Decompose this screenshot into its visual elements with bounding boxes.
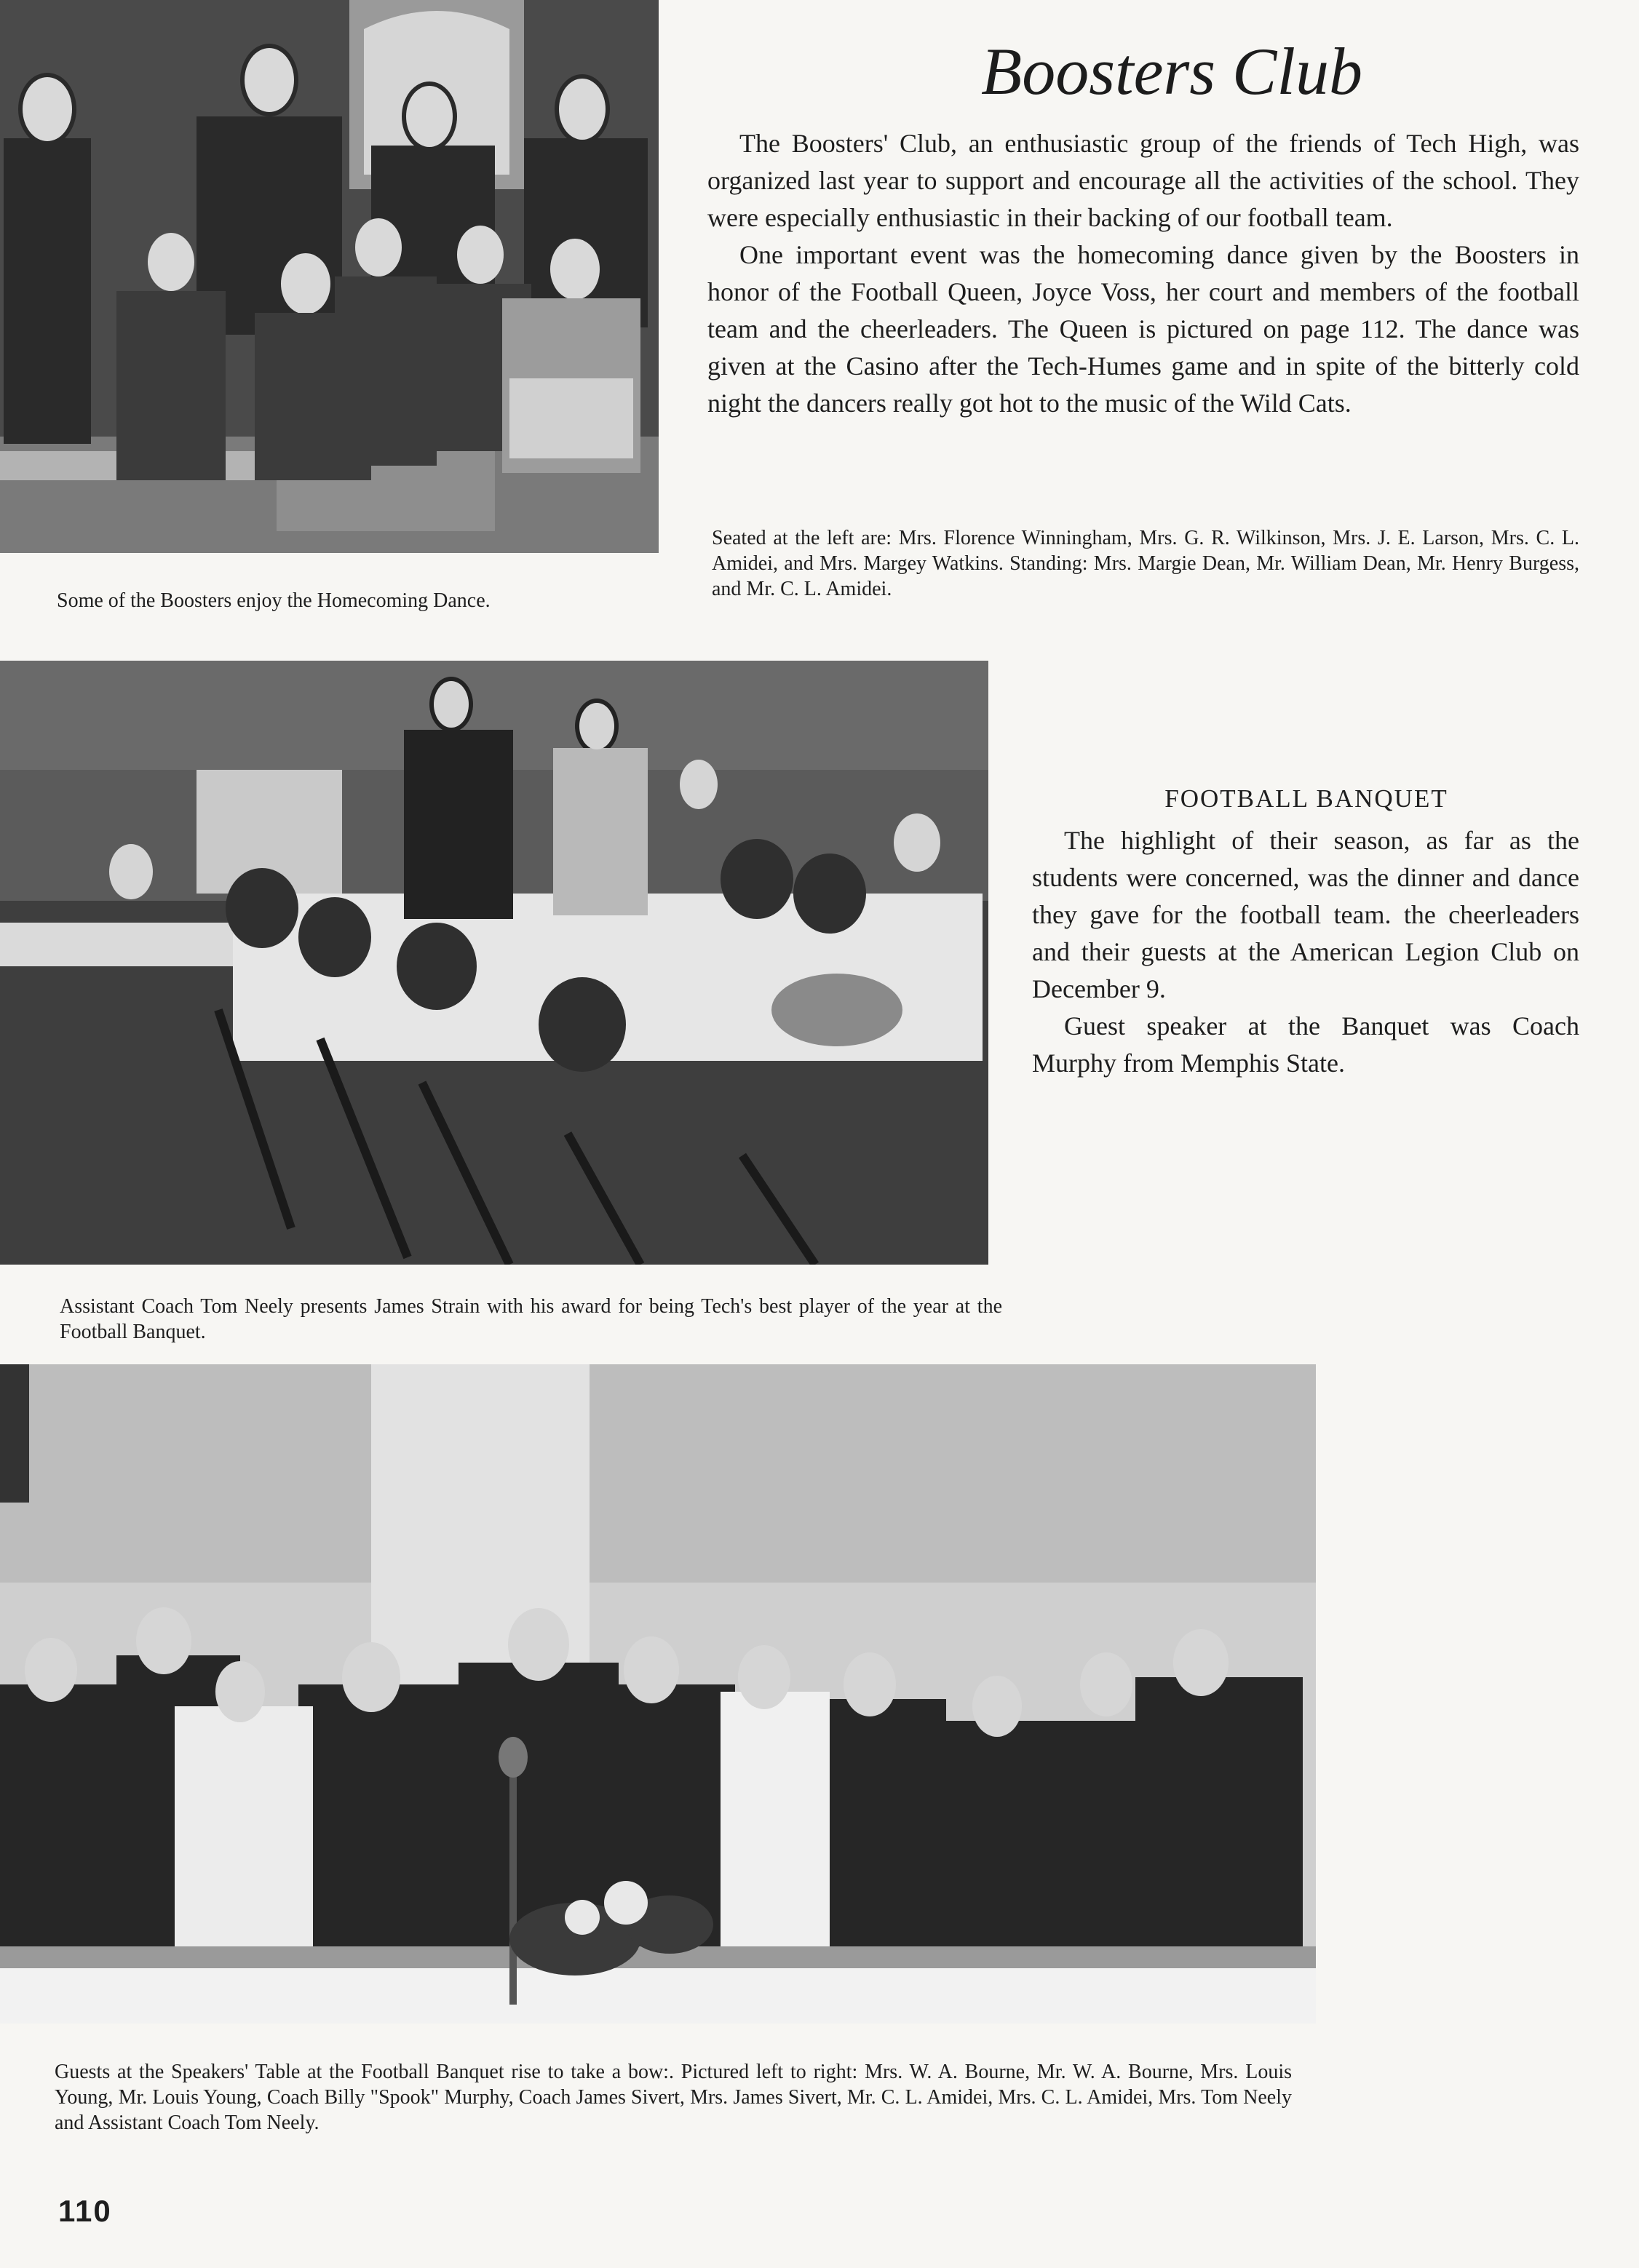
- banquet-paragraph: Guest speaker at the Banquet was Coach Murphy from Memphis State.: [1032, 1011, 1579, 1078]
- boosters-homecoming-photo: [0, 0, 659, 553]
- award-caption-text: Assistant Coach Tom Neely presents James Strain with his award for being Tech's best player of the year at the Football Banquet.: [60, 1295, 1002, 1343]
- photo-caption-text: Some of the Boosters enjoy the Homecoming Dance.: [57, 589, 491, 612]
- boosters-description: [707, 125, 1579, 422]
- boosters-seated-caption: [712, 525, 1579, 602]
- speakers-caption-text: Guests at the Speakers' Table at the Football Banquet rise to take a bow:. Pictured left to right: Mrs. W. A. Bourne, Mr. W. A. Bourne, Mrs. Louis Young, Mr. Louis Young, Coach Billy "Spook" Murphy, Coach James Sivert, Mrs. James Sivert, Mr. C. L. Amidei, Mrs. C. L. Amidei, Mrs. Tom Neely and Assistant Coach Tom Neely.: [55, 2061, 1292, 2134]
- boosters-paragraph: One important event was the homecoming dance given by the Boosters in honor of the Football Queen, Joyce Voss, her court and members of the football team and the cheerleaders. The Queen is pictured on page 112. The dance was given at the Casino after the Tech-Humes game and in spite of the bitterly cold night the dancers really got hot to the music of the Wild Cats.: [707, 240, 1579, 418]
- speakers-table-caption: [55, 2059, 1292, 2136]
- speakers-table-photo: [0, 1364, 1316, 2024]
- page-title: Boosters Club: [981, 34, 1362, 108]
- banquet-paragraph: The highlight of their season, as far as the students were concerned, was the dinner and dance they gave for the football team. the cheerleaders and their guests at the American Legion Club on December 9.: [1032, 826, 1579, 1003]
- football-banquet-heading: FOOTBALL BANQUET: [1164, 784, 1448, 813]
- award-caption: [60, 1294, 1002, 1345]
- banquet-description: [1032, 822, 1579, 1082]
- boosters-photo-caption: [57, 588, 639, 613]
- boosters-paragraph: The Boosters' Club, an enthusiastic group of the friends of Tech High, was organized last year to support and encourage all the activities of the school. They were especially enthusiastic in their backing of our football team.: [707, 129, 1579, 232]
- seated-caption-text: Seated at the left are: Mrs. Florence Winningham, Mrs. G. R. Wilkinson, Mrs. J. E. Larson, Mrs. C. L. Amidei, and Mrs. Margey Watkins. Standing: Mrs. Margie Dean, Mr. William Dean, Mr. Henry Burgess, and Mr. C. L. Amidei.: [712, 527, 1579, 600]
- page-number: 110: [58, 2194, 112, 2228]
- award-presentation-photo: [0, 661, 988, 1265]
